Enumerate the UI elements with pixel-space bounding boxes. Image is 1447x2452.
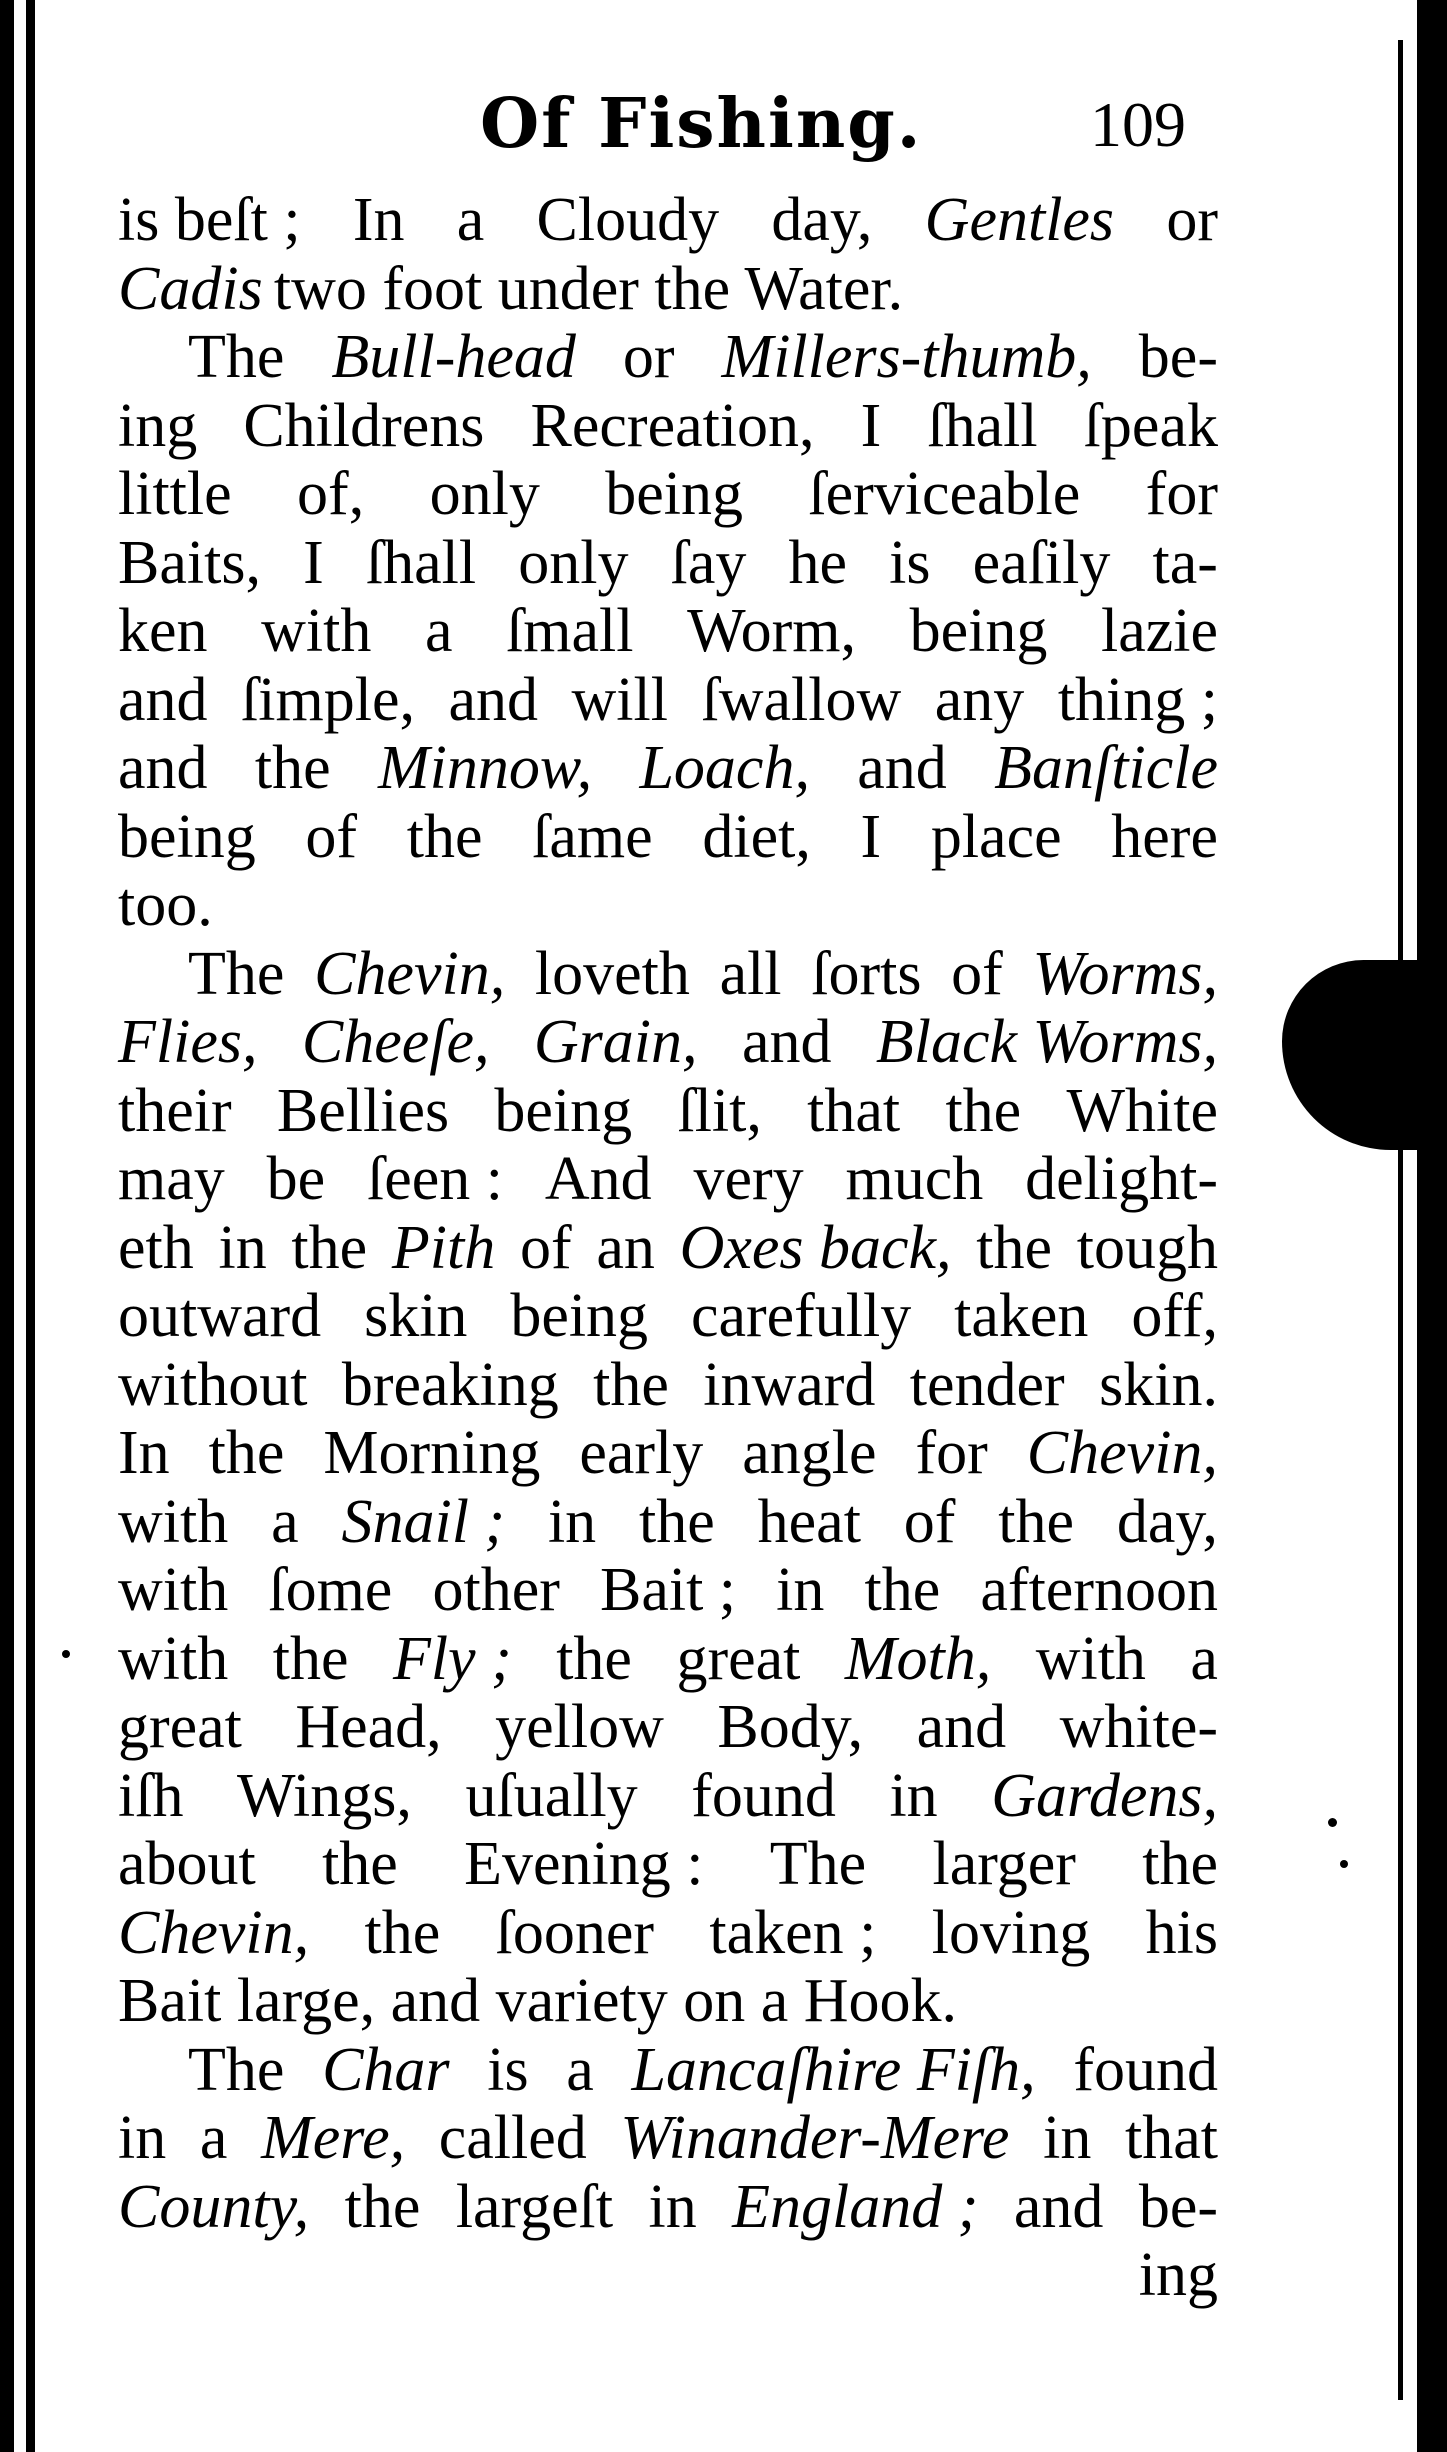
speck xyxy=(1340,1860,1348,1868)
word: found xyxy=(1073,2035,1218,2104)
word: lazie xyxy=(1100,597,1218,665)
word: with xyxy=(261,597,372,665)
word: and xyxy=(916,1693,1007,1761)
word: the xyxy=(976,1213,1053,1282)
word: any xyxy=(934,665,1025,734)
word: be- xyxy=(1138,2172,1218,2241)
word: the xyxy=(864,1556,941,1624)
word: a xyxy=(1190,1624,1218,1693)
word: Head, xyxy=(295,1693,442,1761)
word: Black Worms, xyxy=(875,1008,1218,1076)
word: here xyxy=(1111,802,1218,871)
text-line xyxy=(118,2036,1218,2105)
word: the xyxy=(291,1213,368,1282)
word: ſmall xyxy=(506,597,634,665)
speck xyxy=(62,1650,70,1658)
word: with xyxy=(118,1624,229,1693)
word: Mere, xyxy=(261,2104,406,2172)
binding-edge-inner xyxy=(26,0,35,2452)
word: Cadis xyxy=(118,254,263,323)
word: tender xyxy=(909,1350,1065,1419)
word: other xyxy=(432,1556,560,1624)
word: Winander-Mere xyxy=(620,2104,1010,2172)
word: the xyxy=(998,1487,1075,1556)
word: with xyxy=(118,1487,229,1556)
text-line xyxy=(118,1967,1218,2036)
word: ſhall xyxy=(365,528,477,597)
text-line xyxy=(118,186,1218,255)
word: is beſt ; xyxy=(118,186,301,254)
word: ſorts xyxy=(811,939,922,1008)
word: Minnow, xyxy=(377,734,593,802)
word: Baits, xyxy=(118,528,261,597)
word: Worms, xyxy=(1032,939,1218,1008)
word: inward xyxy=(703,1350,876,1419)
word: a xyxy=(199,2104,228,2172)
word: County, xyxy=(118,2172,310,2241)
word: ſhall xyxy=(927,391,1038,460)
text-line xyxy=(118,734,1218,803)
word: of xyxy=(305,802,358,871)
word: for xyxy=(1145,460,1218,528)
binding-edge xyxy=(0,0,14,2452)
word: ſooner xyxy=(495,1898,655,1967)
word: skin xyxy=(364,1282,468,1350)
word: heat xyxy=(757,1487,861,1556)
word: in xyxy=(776,1556,825,1624)
word: only xyxy=(518,528,629,597)
word: little xyxy=(118,460,232,528)
word: great xyxy=(676,1624,801,1693)
word: Wings, xyxy=(237,1761,412,1830)
text-line xyxy=(118,323,1218,392)
word: Char xyxy=(322,2035,450,2104)
word: day, xyxy=(771,186,873,254)
text-line xyxy=(118,1419,1218,1488)
text-line xyxy=(118,255,1218,324)
word: Cheeſe, xyxy=(301,1008,490,1076)
word: Bait large, and variety on a Hook. xyxy=(118,1967,958,2035)
word: Gardens, xyxy=(991,1761,1218,1830)
word: In xyxy=(352,186,405,254)
word: about xyxy=(118,1830,256,1898)
word: white- xyxy=(1059,1693,1218,1761)
word: all xyxy=(719,939,782,1008)
word: The xyxy=(769,1830,867,1898)
word: that xyxy=(1124,2104,1218,2172)
text-line xyxy=(118,1077,1218,1146)
word: and xyxy=(857,734,947,802)
word: be xyxy=(266,1145,326,1213)
page-number: 109 xyxy=(1090,89,1186,160)
word: ing xyxy=(118,391,198,460)
word: ſeen : xyxy=(367,1145,503,1213)
word: I xyxy=(860,391,882,460)
text-line xyxy=(118,2173,1218,2242)
word: two foot under the Water. xyxy=(273,254,904,323)
word: Pith xyxy=(391,1213,496,1282)
word: ing xyxy=(1138,2241,1218,2309)
word: place xyxy=(930,802,1062,871)
word: taken ; xyxy=(709,1898,877,1967)
word: and xyxy=(448,665,539,734)
word: the xyxy=(208,1419,285,1487)
word: Bellies xyxy=(276,1076,450,1145)
text-line xyxy=(118,597,1218,666)
word: delight- xyxy=(1025,1145,1218,1213)
word: ſerviceable xyxy=(808,460,1081,528)
word: afternoon xyxy=(980,1556,1218,1624)
text-line xyxy=(118,666,1218,735)
word: the xyxy=(364,1898,441,1967)
word: Fly ; xyxy=(392,1624,512,1693)
word: ken xyxy=(118,597,208,665)
text-line xyxy=(118,1008,1218,1077)
word: largeſt xyxy=(455,2172,614,2241)
word: a xyxy=(456,186,485,254)
text-line xyxy=(118,1693,1218,1762)
body-text xyxy=(118,186,1218,2310)
text-line xyxy=(118,392,1218,461)
word: be- xyxy=(1138,323,1218,391)
word: loving xyxy=(931,1898,1091,1967)
text-line xyxy=(118,1899,1218,1968)
word: eaſily xyxy=(972,528,1111,597)
word: ſome xyxy=(268,1556,393,1624)
word: Chevin, xyxy=(1026,1419,1218,1487)
word: the xyxy=(1142,1830,1218,1898)
word: Morning xyxy=(323,1419,541,1487)
word: The xyxy=(188,2035,285,2104)
word: found xyxy=(691,1761,836,1830)
word: being xyxy=(494,1076,633,1145)
word: taken xyxy=(954,1282,1089,1350)
word: tough xyxy=(1076,1213,1218,1282)
word: Lancaſhire Fiſh, xyxy=(631,2035,1036,2104)
word: Snail ; xyxy=(341,1487,506,1556)
word: England ; xyxy=(732,2172,979,2241)
text-line xyxy=(118,1282,1218,1351)
text-line xyxy=(118,529,1218,598)
word: In xyxy=(118,1419,170,1487)
word: And xyxy=(544,1145,652,1213)
word: that xyxy=(807,1076,901,1145)
running-title: Of Fishing. xyxy=(480,84,923,164)
word: a xyxy=(271,1487,299,1556)
word: his xyxy=(1145,1898,1218,1967)
word: with xyxy=(1035,1624,1146,1693)
word: will xyxy=(571,665,668,734)
word: Gentles xyxy=(924,186,1115,254)
word: and xyxy=(741,1008,832,1076)
word: in xyxy=(218,1213,267,1282)
word: Millers-thumb, xyxy=(721,323,1092,391)
word: Loach, xyxy=(639,734,810,802)
word: in xyxy=(547,1487,597,1556)
word: the xyxy=(945,1076,1022,1145)
word: loveth xyxy=(534,939,690,1008)
text-line xyxy=(118,940,1218,1009)
text-line xyxy=(118,1830,1218,1899)
word: or xyxy=(1166,186,1218,254)
word: only xyxy=(429,460,540,528)
word: and xyxy=(118,734,208,802)
word: an xyxy=(596,1213,655,1282)
word: ſpeak xyxy=(1083,391,1218,460)
word: Worm, xyxy=(687,597,857,665)
word: Banſticle xyxy=(994,734,1218,802)
word: early xyxy=(579,1419,704,1487)
word: in xyxy=(889,1761,938,1830)
word: Oxes back, xyxy=(679,1213,952,1282)
word: is xyxy=(889,528,931,597)
text-line xyxy=(118,1351,1218,1420)
word: outward xyxy=(118,1282,322,1350)
word: the xyxy=(322,1830,398,1898)
word: of xyxy=(519,1213,572,1282)
page-header xyxy=(0,84,1447,194)
word: without xyxy=(118,1350,308,1419)
word: diet, xyxy=(702,802,811,871)
word: and xyxy=(118,665,208,734)
word: the xyxy=(254,734,331,802)
word: White xyxy=(1066,1076,1218,1145)
word: great xyxy=(118,1693,242,1761)
word: in xyxy=(1043,2104,1092,2172)
word: The xyxy=(188,323,285,391)
word: The xyxy=(188,939,285,1008)
word: in xyxy=(118,2104,167,2172)
word: Body, xyxy=(717,1693,864,1761)
text-line xyxy=(118,1762,1218,1831)
word: being xyxy=(605,460,743,528)
word: Moth, xyxy=(844,1624,992,1693)
word: is xyxy=(487,2035,529,2104)
word: he xyxy=(788,528,848,597)
word: ſame xyxy=(532,802,653,871)
word: called xyxy=(438,2104,587,2172)
word: too. xyxy=(118,871,213,939)
word: larger xyxy=(932,1830,1076,1898)
word: in xyxy=(648,2172,697,2241)
word: the xyxy=(556,1624,632,1693)
text-line xyxy=(118,1145,1218,1214)
word: of xyxy=(951,939,1003,1008)
word: I xyxy=(860,802,882,871)
text-line xyxy=(118,1214,1218,1283)
word: very xyxy=(693,1145,804,1213)
word: of, xyxy=(297,460,365,528)
word: breaking xyxy=(341,1350,559,1419)
speck xyxy=(1328,1818,1337,1827)
word: day, xyxy=(1116,1487,1218,1556)
word: Grain, xyxy=(533,1008,698,1076)
word: I xyxy=(303,528,324,597)
word: of xyxy=(903,1487,956,1556)
word: angle xyxy=(742,1419,877,1487)
word: much xyxy=(845,1145,984,1213)
word: Recreation, xyxy=(530,391,815,460)
word: their xyxy=(118,1076,232,1145)
word: the xyxy=(639,1487,715,1556)
word: Cloudy xyxy=(536,186,720,254)
word: Chevin, xyxy=(314,939,506,1008)
word: thing ; xyxy=(1057,665,1218,734)
word: carefully xyxy=(690,1282,912,1350)
text-line xyxy=(118,1625,1218,1694)
word: iſh xyxy=(118,1761,184,1830)
word: the xyxy=(344,2172,421,2241)
word: Childrens xyxy=(243,391,485,460)
word: or xyxy=(622,323,675,391)
word: with xyxy=(118,1556,229,1624)
word: may xyxy=(118,1145,225,1213)
word: the xyxy=(593,1350,669,1419)
page-right-edge xyxy=(1417,0,1447,2452)
word: being xyxy=(118,802,256,871)
page-right-edge-line xyxy=(1398,40,1403,2400)
text-line xyxy=(118,2241,1218,2310)
text-line xyxy=(118,460,1218,529)
word: the xyxy=(272,1624,349,1693)
word: Bait ; xyxy=(599,1556,737,1624)
word: ſay xyxy=(670,528,747,597)
word: skin. xyxy=(1099,1350,1218,1419)
word: and xyxy=(1013,2172,1104,2241)
word: a xyxy=(424,597,453,665)
word: for xyxy=(915,1419,988,1487)
text-line xyxy=(118,2104,1218,2173)
text-line xyxy=(118,1488,1218,1557)
word: uſually xyxy=(465,1761,638,1830)
word: yellow xyxy=(495,1693,664,1761)
word: being xyxy=(909,597,1048,665)
word: Flies, xyxy=(118,1008,258,1076)
word: ſimple, xyxy=(241,665,415,734)
word: the xyxy=(406,802,483,871)
text-line xyxy=(118,1556,1218,1625)
page-tab-shadow xyxy=(1282,960,1442,1150)
word: ſwallow xyxy=(701,665,902,734)
word: being xyxy=(510,1282,649,1350)
text-line xyxy=(118,803,1218,872)
word: a xyxy=(566,2035,594,2104)
word: ta- xyxy=(1152,528,1218,597)
word: ſlit, xyxy=(677,1076,762,1145)
word: Evening : xyxy=(464,1830,704,1898)
text-line xyxy=(118,871,1218,940)
word: Chevin, xyxy=(118,1898,310,1967)
word: eth xyxy=(118,1213,194,1282)
word: off, xyxy=(1131,1282,1218,1350)
word: Bull-head xyxy=(331,323,576,391)
